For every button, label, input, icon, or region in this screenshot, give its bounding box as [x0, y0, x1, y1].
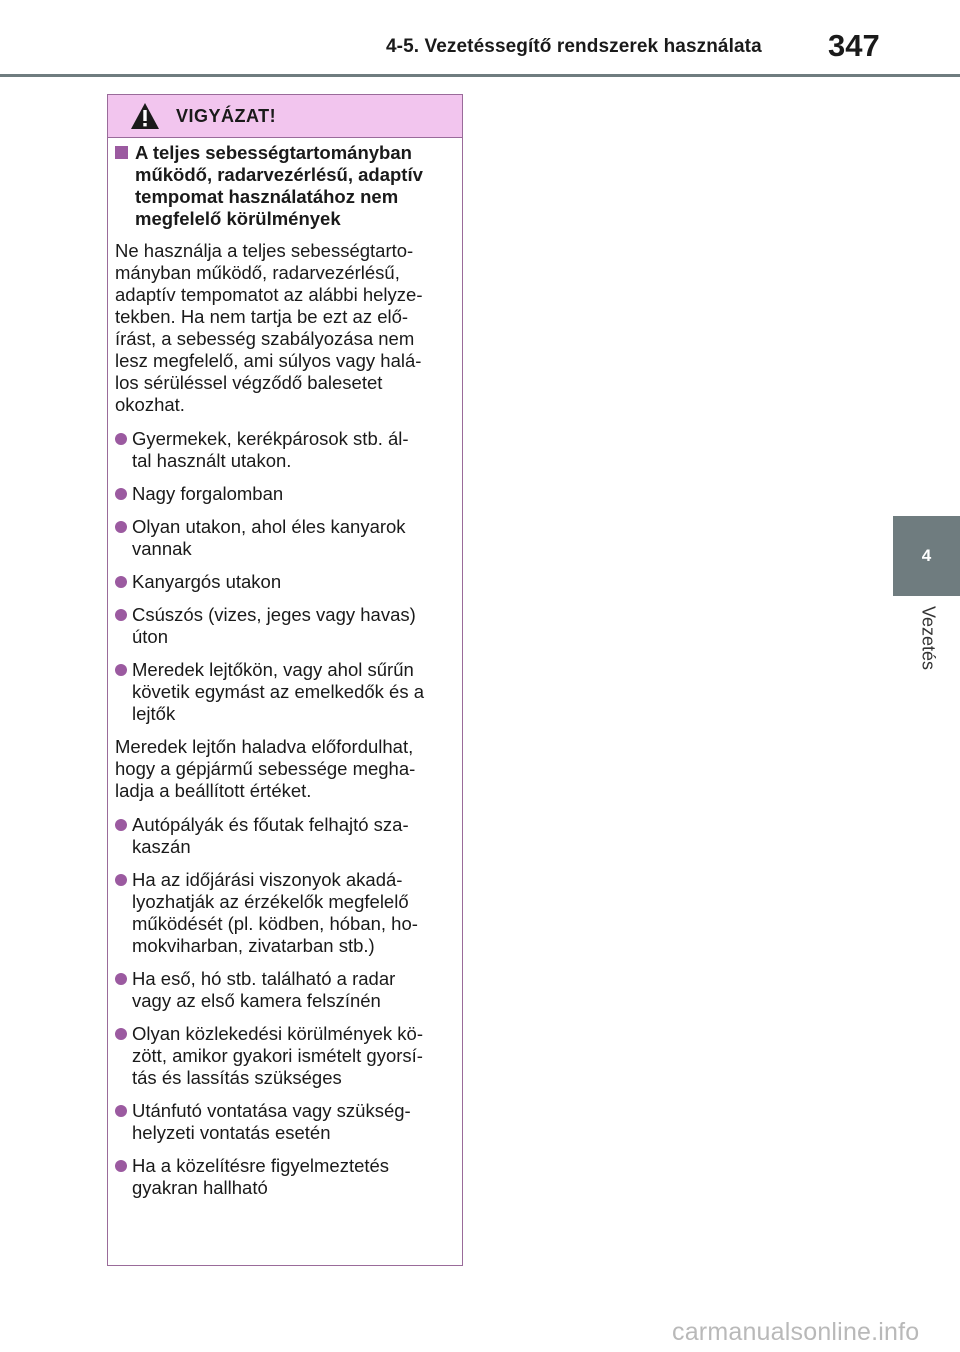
list-item — [115, 869, 452, 957]
warning-triangle-icon — [130, 102, 160, 130]
section-heading — [115, 142, 452, 230]
bullet-icon — [115, 1160, 127, 1172]
condition-list-a — [115, 428, 452, 725]
condition-list-b — [115, 814, 452, 1199]
intro-paragraph: Ne használja a teljes sebességtarto- mányban működő, radarvezérlésű, adaptív tempomatot az alábbi helyze- tekben. Ha nem tartja be ezt az elő- írást, a sebesség szabályozása nem lesz megfelelő, ami súlyos vagy halá- los sérüléssel végződő balesetet okozhat. — [115, 240, 423, 415]
bullet-icon — [115, 874, 127, 886]
list-item-text: Csúszós (vizes, jeges vagy havas) úton — [132, 604, 416, 647]
bullet-icon — [115, 1105, 127, 1117]
list-item-text: Olyan közlekedési körülmények kö- zött, amikor gyakori ismételt gyorsí- tás és lassítás szükséges — [132, 1023, 423, 1088]
chapter-tab[interactable] — [893, 516, 960, 596]
slope-note: Meredek lejtőn haladva előfordulhat, hogy a gépjármű sebessége megha- ladja a beállított értéket. — [115, 736, 416, 801]
list-item-text: Kanyargós utakon — [132, 571, 282, 592]
square-bullet-icon — [115, 146, 128, 159]
header-divider — [0, 74, 960, 77]
bullet-icon — [115, 1028, 127, 1040]
warning-body — [108, 138, 462, 1199]
bullet-icon — [115, 576, 127, 588]
list-item-text: Ha eső, hó stb. található a radar vagy az első kamera felszínén — [132, 968, 396, 1011]
warning-header — [108, 95, 462, 138]
list-item — [115, 1023, 452, 1089]
header-title: 4-5. Vezetéssegítő rendszerek használata — [386, 36, 762, 57]
list-item — [115, 1100, 452, 1144]
list-item — [115, 968, 452, 1012]
list-item — [115, 571, 452, 593]
list-item-text: Ha a közelítésre figyelmeztetés gyakran hallható — [132, 1155, 390, 1198]
page-number: 347 — [828, 28, 880, 63]
list-item — [115, 1155, 452, 1199]
list-item-text: Olyan utakon, ahol éles kanyarok vannak — [132, 516, 406, 559]
warning-box — [107, 94, 463, 1266]
list-item-text: Meredek lejtőkön, vagy ahol sűrűn követik egymást az emelkedők és a lejtők — [132, 659, 425, 724]
bullet-icon — [115, 433, 127, 445]
bullet-icon — [115, 973, 127, 985]
list-item — [115, 516, 452, 560]
warning-title: VIGYÁZAT! — [176, 105, 277, 126]
bullet-icon — [115, 488, 127, 500]
list-item — [115, 814, 452, 858]
list-item-text: Utánfutó vontatása vagy szükség- helyzeti vontatás esetén — [132, 1100, 411, 1143]
list-item — [115, 604, 452, 648]
chapter-label: Vezetés — [918, 606, 939, 671]
list-item-text: Ha az időjárási viszonyok akadá- lyozhatják az érzékelők megfelelő működését (pl. ködben, hóban, ho- mokviharban, zivatarban stb.) — [132, 869, 418, 956]
list-item — [115, 659, 452, 725]
section-heading-text: A teljes sebességtartományban működő, radarvezérlésű, adaptív tempomat használatához nem megfelelő körülmények — [135, 142, 423, 229]
watermark: carmanualsonline.info — [672, 1318, 920, 1346]
list-item-text: Nagy forgalomban — [132, 483, 284, 504]
chapter-number: 4 — [921, 546, 932, 565]
bullet-icon — [115, 609, 127, 621]
list-item — [115, 428, 452, 472]
list-item-text: Autópályák és főutak felhajtó sza- kaszán — [132, 814, 409, 857]
list-item — [115, 483, 452, 505]
bullet-icon — [115, 521, 127, 533]
list-item-text: Gyermekek, kerékpárosok stb. ál- tal használt utakon. — [132, 428, 409, 471]
bullet-icon — [115, 664, 127, 676]
bullet-icon — [115, 819, 127, 831]
